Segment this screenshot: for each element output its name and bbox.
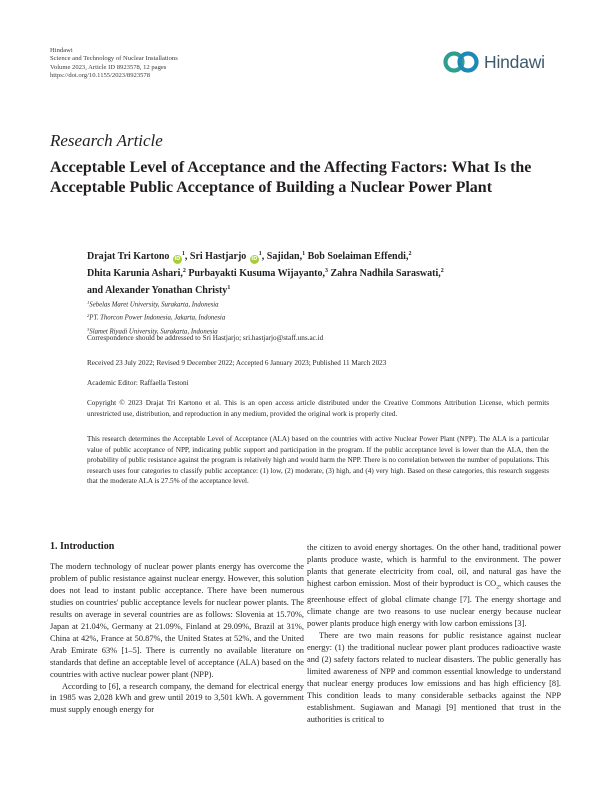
logo-text: Hindawi [484,51,545,72]
correspondence: Correspondence should be addressed to Sri Hastjarjo; sri.hastjarjo@staff.uns.ac.id [87,334,324,342]
paragraph: There are two main reasons for public resistance against nuclear energy: (1) the traditional nuclear power plant produces radioactive waste and (2) safety factors related to nuclear disasters. The public generally has limited awareness of NPP and common essential knowledge to understand that nuclear energy produces low emissions and has high efficiency [8]. This condition leads to many considerable setbacks against the NPP establishment. Sugiawan and Managi [9] mentioned that trust in the authorities is critical to [307,631,561,725]
body-column-left [50,541,304,716]
affiliation: $^2$PT. Thorcon Power Indonesia, Jakarta, Indonesia [87,313,226,322]
paragraph: the citizen to avoid energy shortages. On the other hand, traditional power plants produce waste, which is harmful to the environment. The power plants that generate electricity from coal, oil, and natural gas have the highest carbon emission. Most of their byproduct is $CO_2$, which causes the greenhouse effect of global climate change [7]. The energy shortage and climate change are two reasons to use nuclear energy because nuclear power plants produce high energy with low carbon emissions [3]. [307,543,562,629]
copyright-notice: Copyright © 2023 Drajat Tri Kartono et al. This is an open access article distributed under the Creative Commons Attribution License, which permits unrestricted use, distribution, and reproduction in any medium, provided the original work is properly cited. [87,399,549,418]
affiliation: $^1$Sebelas Maret University, Surakarta, Indonesia [87,300,219,309]
author: and Alexander Yonathan Christy$^1$ [87,285,231,297]
paragraph: According to [6], a research company, the demand for electrical energy in 1985 was 2,028 kWh and grew until 2019 to 3,501 kWh. A government must supply enough energy for [50,681,304,715]
author[interactable]: Sri Hastjarjo $iD^1$, [189,251,265,262]
section-heading: 1. Introduction [50,541,115,552]
author-list [87,247,557,299]
publication-dates: Received 23 July 2022; Revised 9 December 2022; Accepted 6 January 2023; Published 11 March 2023 [87,359,387,367]
author: Bob Soelaiman Effendi,$^2$ [307,251,412,262]
volume-line: Volume 2023, Article ID 8923578, 12 pages [50,63,167,71]
journal-name: Science and Technology of Nuclear Installations [50,55,178,63]
author: Zahra Nadhila Saraswati,$^2$ [330,268,444,280]
orcid-icon[interactable]: iD [174,256,181,262]
publisher-name: Hindawi [50,47,73,54]
journal-meta [50,47,178,80]
affiliation: $^3$Slamet Riyadi University, Surakarta, Indonesia [87,326,218,336]
body-column-right [307,542,561,726]
article-type: Research Article [50,131,163,150]
author: Sajidan,$^1$ [266,251,306,262]
author[interactable]: Drajat Tri Kartono $iD^1$, [87,251,188,262]
affiliations [87,298,225,338]
hindawi-logo-icon [441,50,481,74]
article-title: Acceptable Level of Acceptance and the Affecting Factors: What Is the Acceptable Public Acceptance of Building a Nuclear Power Plant [50,159,532,196]
abstract: This research determines the Acceptable Level of Acceptance (ALA) based on the countries with active Nuclear Power Plant (NPP). The ALA is a particular value of public acceptance of NPP, indicating public support and participation in the program. If the public acceptance level is lower than the ALA, then the probability of public resistance against the program is relatively high and would harm the NPP. There is no correlation between the number of populations. This research uses four categories to classify public acceptance: (1) low, (2) moderate, (3) high, and (4) very high. Based on these categories, this research suggests that the moderate ALA is 27.5% of the acceptance level. [87,435,549,486]
doi-link[interactable]: https://doi.org/10.1155/2023/8923578 [50,71,151,79]
author: Dhita Karunia Ashari,$^2$ [87,268,186,280]
hindawi-logo [441,50,545,74]
author: Purbayakti Kusuma Wijayanto,$^3$ [188,268,328,280]
paragraph: The modern technology of nuclear power plants energy has overcome the problem of public resistance against nuclear energy. However, this solution does not lead to instant public acceptance. There have been numerous studies on countries' public acceptance levels for nuclear power plants. The results on average in several countries are as follows: Slovenia at 15.70%, Japan at 21.04%, Germany at 21.09%, Finland at 29.09%, Brazil at 31%, China at 42%, France at 50.87%, the United States at 52%, and the United Arab Emirate 63% [1–5]. There is currently no available literature on standards that define an acceptable level of acceptance (ALA) based on the countries with active nuclear power plant (NPP). [50,562,304,679]
academic-editor: Academic Editor: Raffaella Testoni [87,379,189,387]
orcid-icon[interactable]: iD [251,256,258,262]
